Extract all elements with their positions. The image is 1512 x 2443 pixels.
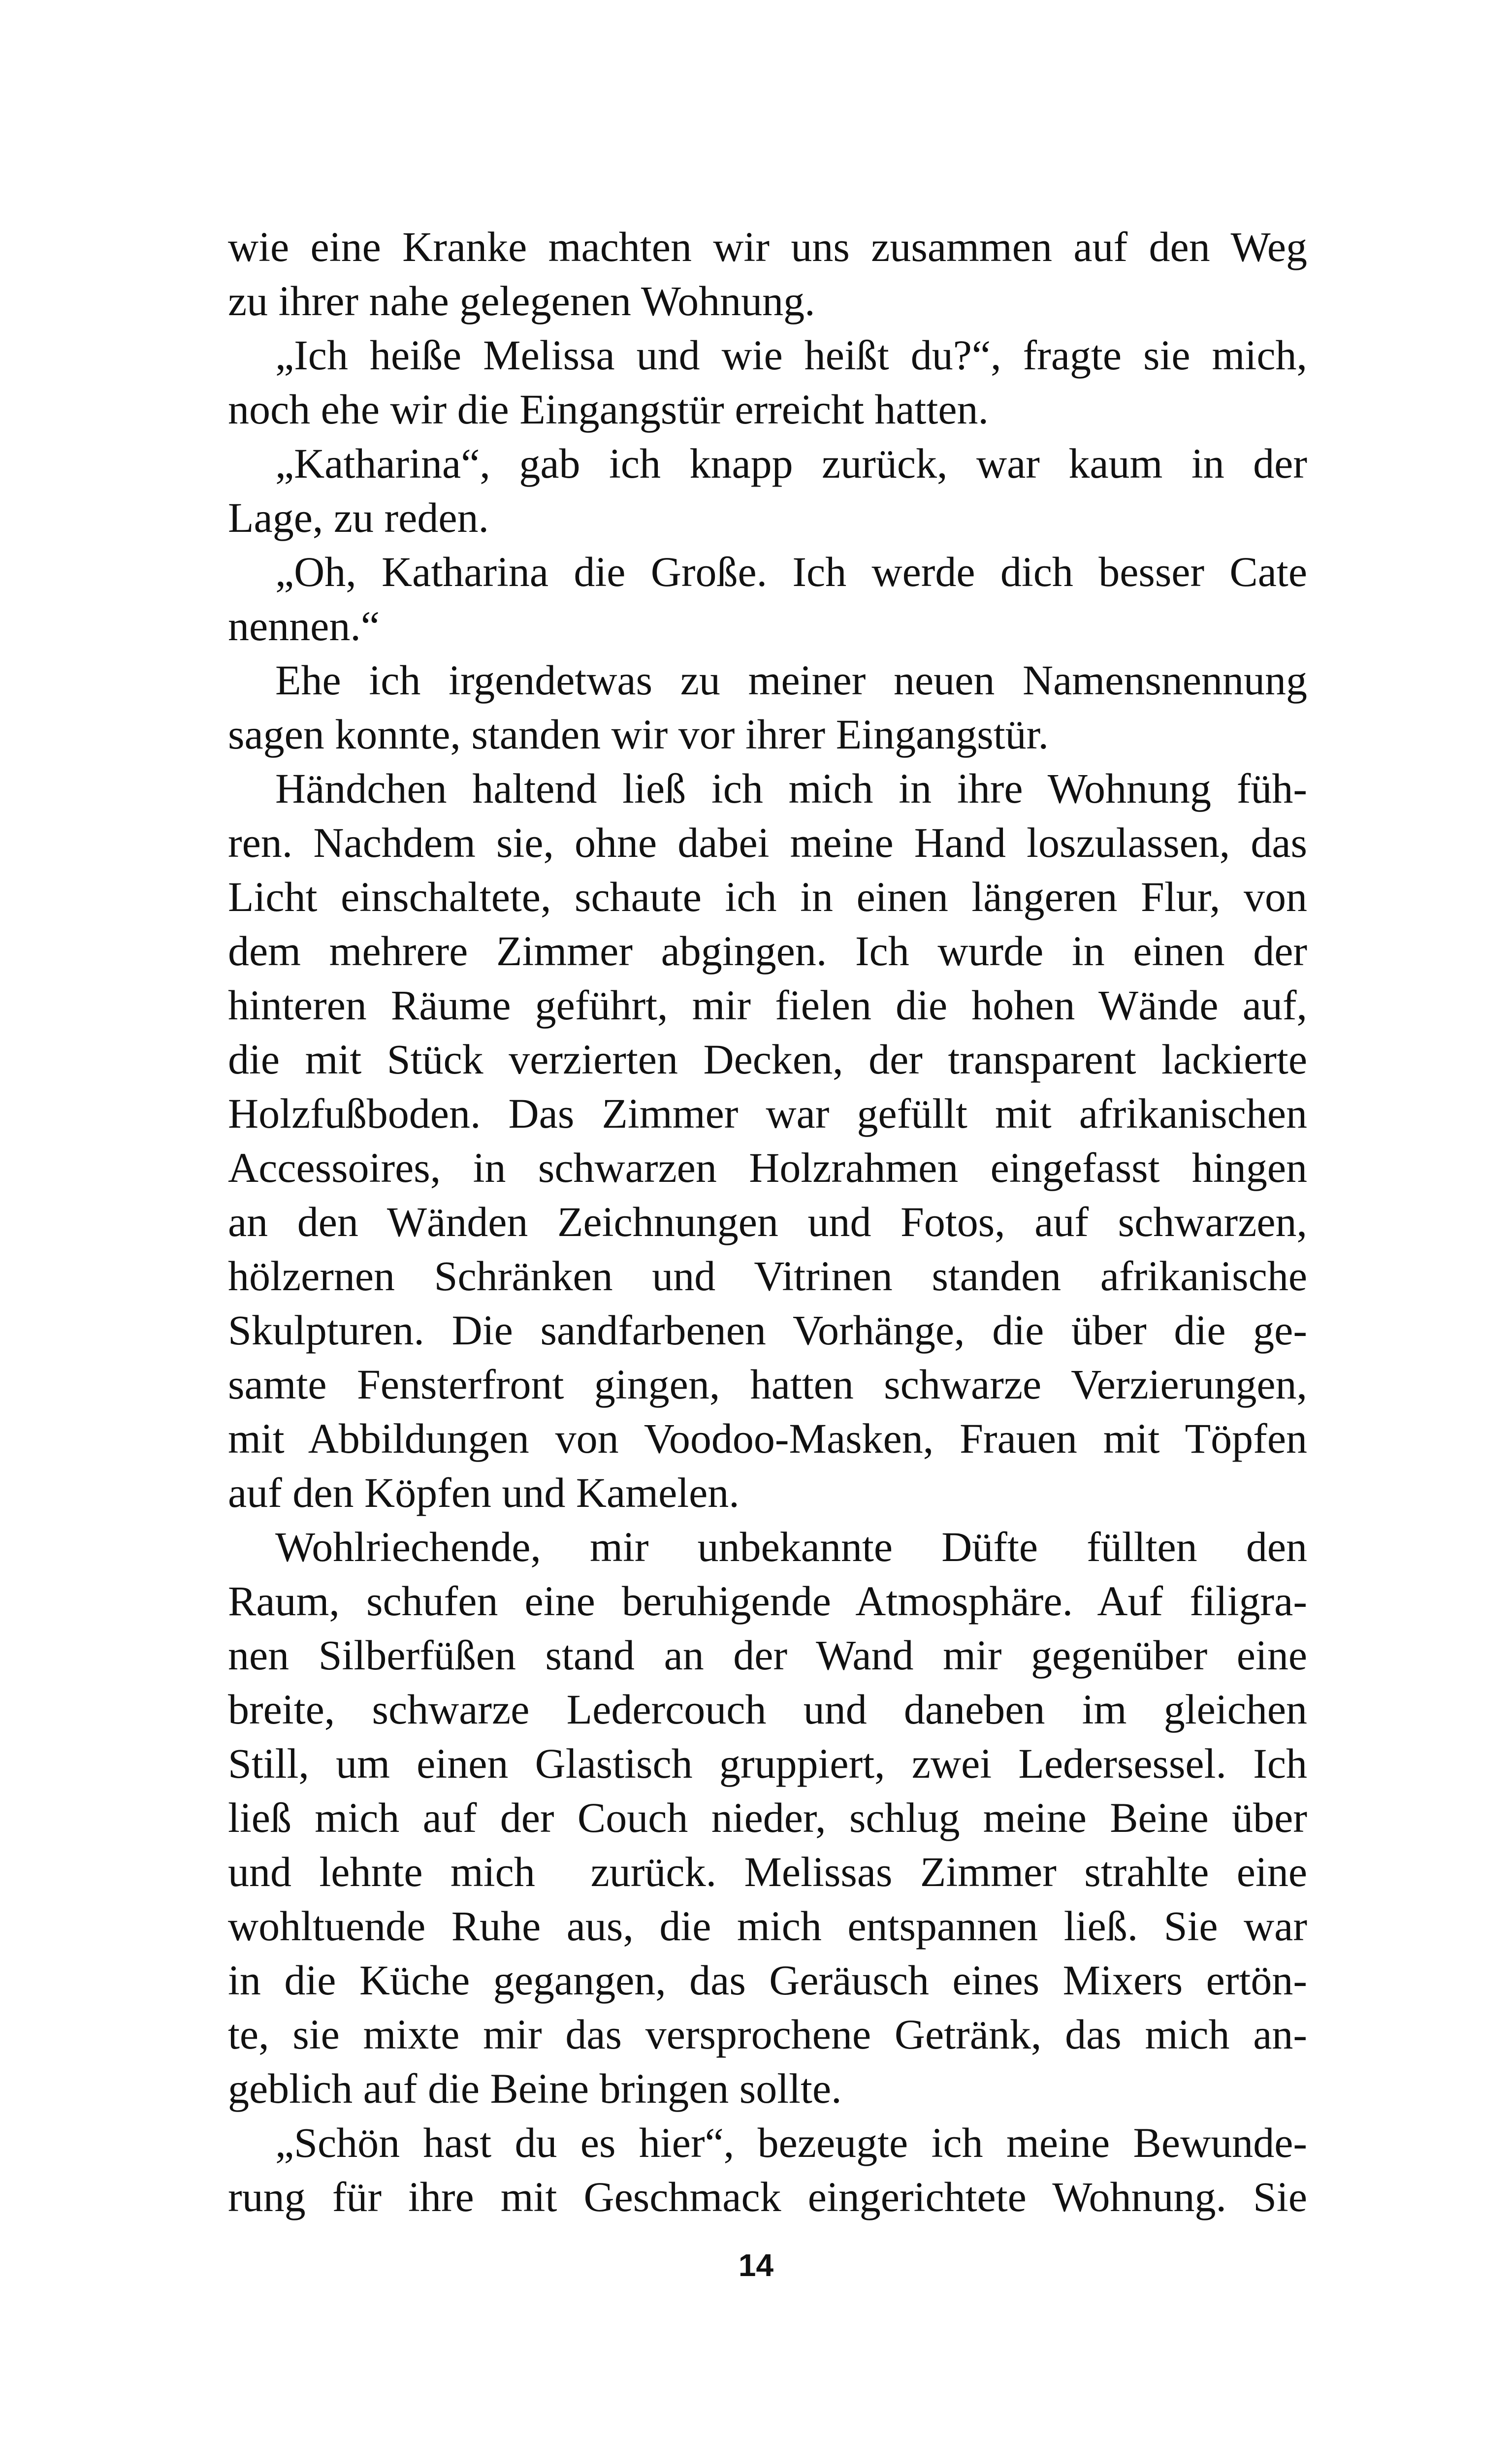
text-line: hölzernen Schränken und Vitrinen standen afrikanische bbox=[228, 1252, 1307, 1300]
text-line: „Ich heiße Melissa und wie heißt du?“, fragte sie mich, bbox=[275, 331, 1307, 379]
text-line: Wohlriechende, mir unbekannte Düfte füllten den bbox=[275, 1523, 1307, 1570]
text-line: „Oh, Katharina die Große. Ich werde dich besser Cate bbox=[275, 548, 1307, 595]
text-line: „Schön hast du es hier“, bezeugte ich meine Bewunde- bbox=[275, 2119, 1307, 2166]
text-line: an den Wänden Zeichnungen und Fotos, auf schwarzen, bbox=[228, 1198, 1307, 1245]
text-line: Lage, zu reden. bbox=[228, 494, 489, 541]
text-line: noch ehe wir die Eingangstür erreicht hatten. bbox=[228, 386, 989, 433]
text-line: wie eine Kranke machten wir uns zusammen auf den Weg bbox=[228, 223, 1307, 270]
text-line: samte Fensterfront gingen, hatten schwarze Verzierungen, bbox=[228, 1361, 1307, 1408]
text-line: nennen.“ bbox=[228, 602, 380, 650]
text-line: rung für ihre mit Geschmack eingerichtete Wohnung. Sie bbox=[228, 2173, 1307, 2220]
text-line: geblich auf die Beine bringen sollte. bbox=[228, 2065, 842, 2112]
text-line: wohltuende Ruhe aus, die mich entspannen ließ. Sie war bbox=[228, 1902, 1307, 1950]
text-line: auf den Köpfen und Kamelen. bbox=[228, 1469, 740, 1516]
page-number: 14 bbox=[738, 2248, 774, 2283]
text-line: hinteren Räume geführt, mir fielen die hohen Wände auf, bbox=[228, 981, 1307, 1029]
text-line: te, sie mixte mir das versprochene Getränk, das mich an- bbox=[228, 2011, 1307, 2058]
text-line: in die Küche gegangen, das Geräusch eines Mixers ertön- bbox=[228, 1956, 1307, 2004]
text-line: zu ihrer nahe gelegenen Wohnung. bbox=[228, 277, 815, 325]
text-line: Accessoires, in schwarzen Holzrahmen eingefasst hingen bbox=[228, 1144, 1307, 1191]
text-line: Still, um einen Glastisch gruppiert, zwei Ledersessel. Ich bbox=[228, 1740, 1307, 1787]
text-line: dem mehrere Zimmer abgingen. Ich wurde in einen der bbox=[228, 927, 1307, 975]
text-line: breite, schwarze Ledercouch und daneben im gleichen bbox=[228, 1686, 1307, 1733]
text-line: ließ mich auf der Couch nieder, schlug meine Beine über bbox=[228, 1794, 1307, 1841]
text-line: sagen konnte, standen wir vor ihrer Eingangstür. bbox=[228, 711, 1049, 758]
text-line: Skulpturen. Die sandfarbenen Vorhänge, die über die ge- bbox=[228, 1306, 1307, 1354]
text-line: ren. Nachdem sie, ohne dabei meine Hand loszulassen, das bbox=[228, 819, 1307, 866]
text-line: nen Silberfüßen stand an der Wand mir gegenüber eine bbox=[228, 1631, 1307, 1679]
text-line: Raum, schufen eine beruhigende Atmosphäre. Auf filigra- bbox=[228, 1577, 1307, 1625]
body-text bbox=[228, 220, 1307, 2224]
text-line: Händchen haltend ließ ich mich in ihre Wohnung füh- bbox=[275, 765, 1307, 812]
text-line: die mit Stück verzierten Decken, der transparent lackierte bbox=[228, 1036, 1307, 1083]
text-line: und lehnte mich zurück. Melissas Zimmer strahlte eine bbox=[228, 1848, 1307, 1895]
text-line: mit Abbildungen von Voodoo-Masken, Frauen mit Töpfen bbox=[228, 1415, 1307, 1462]
text-line: Holzfußboden. Das Zimmer war gefüllt mit afrikanischen bbox=[228, 1090, 1307, 1137]
text-line: Ehe ich irgendetwas zu meiner neuen Namensnennung bbox=[275, 656, 1307, 704]
text-line: „Katharina“, gab ich knapp zurück, war kaum in der bbox=[275, 440, 1307, 487]
text-line: Licht einschaltete, schaute ich in einen längeren Flur, von bbox=[228, 873, 1307, 920]
